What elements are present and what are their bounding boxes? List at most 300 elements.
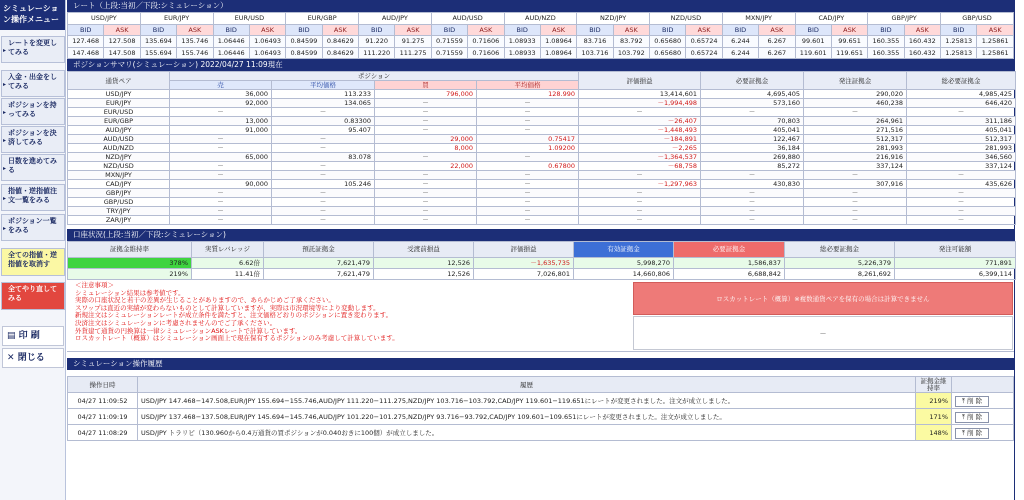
sidebar-item-position-list[interactable]	[1, 214, 65, 241]
position-pl: －	[579, 207, 701, 216]
position-req: 122,467	[701, 135, 804, 144]
position-pair: EUR/USD	[68, 108, 170, 117]
history-action	[952, 409, 1014, 425]
losscut-value: －	[633, 316, 1013, 350]
position-tot: 646,420	[907, 99, 1016, 108]
arrow-right-icon: ▸	[3, 108, 7, 116]
rates-title: レート（上段:当初／下段:シミュレーション）	[67, 0, 1014, 12]
position-tot: 281,993	[907, 144, 1016, 153]
account-header: 評価損益	[474, 242, 574, 258]
account-cell: 6.62倍	[192, 258, 264, 269]
rate-pair-name: GBP/JPY	[868, 13, 941, 25]
bid-label: BID	[68, 24, 104, 36]
position-bavg: 0.67800	[477, 162, 579, 171]
header-pair: 通貨ペア	[68, 72, 170, 90]
rate-bid-sim: 1.06446	[213, 47, 249, 59]
position-ord: －	[804, 189, 907, 198]
rate-ask-sim: 6.267	[759, 47, 795, 59]
delete-label: 削 除	[966, 396, 983, 405]
position-row	[68, 162, 1016, 171]
delete-label: 削 除	[966, 428, 983, 437]
position-req: －	[701, 198, 804, 207]
rate-pair-name: NZD/JPY	[577, 13, 650, 25]
position-buy: 796,000	[375, 90, 477, 99]
position-savg: 105.246	[272, 180, 375, 189]
position-bavg: 128.990	[477, 90, 579, 99]
arrow-right-icon: ▸	[3, 194, 7, 202]
position-tot: 4,985,425	[907, 90, 1016, 99]
position-req: 85,272	[701, 162, 804, 171]
rate-bid-initial: 135.694	[140, 36, 176, 48]
position-buy: －	[375, 189, 477, 198]
rate-bid-initial: 1.25813	[941, 36, 977, 48]
positions-title: ポジションサマリ(シミュレーション) 2022/04/27 11:09現在	[67, 59, 1014, 71]
position-savg: 95.407	[272, 126, 375, 135]
position-pl: －1,448,493	[579, 126, 701, 135]
history-ratio: 171%	[916, 409, 952, 425]
position-row	[68, 180, 1016, 189]
sidebar-item-open-position[interactable]	[1, 98, 65, 125]
rate-bid-initial: 0.84599	[286, 36, 322, 48]
position-pl: －	[579, 108, 701, 117]
account-cell: 5,226,379	[785, 258, 895, 269]
rate-ask-initial: 160.432	[904, 36, 940, 48]
position-tot: 337,124	[907, 162, 1016, 171]
position-sell: －	[170, 207, 272, 216]
position-sell: 13,000	[170, 117, 272, 126]
position-sell: －	[170, 144, 272, 153]
position-sell: －	[170, 171, 272, 180]
position-bavg: 1.09200	[477, 144, 579, 153]
account-cell: 12,526	[374, 269, 474, 280]
position-buy: －	[375, 216, 477, 225]
rate-bid-initial: 160.355	[868, 36, 904, 48]
ask-label: ASK	[177, 24, 213, 36]
sidebar	[0, 0, 66, 500]
note-line: 決済注文はシミュレーションに考慮されませんのでご了承ください。	[75, 318, 277, 327]
history-text: USD/JPY トラリピ（130.960から0.4万通貨の買ポジションが0.040おきに100個）が成立しました。	[138, 425, 916, 441]
position-pl: －1,364,537	[579, 153, 701, 162]
bid-label: BID	[650, 24, 686, 36]
position-row	[68, 144, 1016, 153]
position-sell: 36,000	[170, 90, 272, 99]
header-ratio: 証拠金維持率	[916, 377, 952, 393]
position-row	[68, 117, 1016, 126]
account-cell: 7,026,801	[474, 269, 574, 280]
position-pair: GBP/USD	[68, 198, 170, 207]
rate-bid-initial: 0.71559	[431, 36, 467, 48]
rate-pair-name: NZD/USD	[650, 13, 723, 25]
position-row	[68, 135, 1016, 144]
position-pl: 13,414,601	[579, 90, 701, 99]
history-row	[68, 425, 1014, 441]
position-req: 36,184	[701, 144, 804, 153]
ask-label: ASK	[322, 24, 358, 36]
rate-ask-initial: 1.06493	[249, 36, 285, 48]
delete-button[interactable]	[955, 396, 989, 407]
position-savg: 113.233	[272, 90, 375, 99]
account-cell: 1,586,837	[674, 258, 785, 269]
upload-icon: ⤒	[962, 412, 967, 421]
delete-label: 削 除	[966, 412, 983, 421]
sidebar-item-deposit[interactable]	[1, 70, 65, 97]
account-header: 有効証拠金	[574, 242, 674, 258]
rate-ask-sim: 155.746	[177, 47, 213, 59]
position-ord: 271,516	[804, 126, 907, 135]
position-pair: ZAR/JPY	[68, 216, 170, 225]
account-title: 口座状況(上段:当初／下段:シミュレーション)	[67, 229, 1014, 241]
header-blank	[952, 377, 1014, 393]
account-cell: 12,526	[374, 258, 474, 269]
ask-label: ASK	[977, 24, 1014, 36]
position-ord: －	[804, 171, 907, 180]
account-table	[67, 241, 1016, 280]
position-ord: 264,961	[804, 117, 907, 126]
position-ord: 216,916	[804, 153, 907, 162]
delete-button[interactable]	[955, 412, 989, 423]
close-label: 閉じる	[17, 353, 45, 363]
positions-table	[67, 71, 1016, 225]
position-buy: －	[375, 207, 477, 216]
position-pair: MXN/JPY	[68, 171, 170, 180]
position-bavg: －	[477, 126, 579, 135]
position-buy: －	[375, 117, 477, 126]
notes-title: ＜注意事項＞	[75, 281, 114, 289]
account-cell: 8,261,692	[785, 269, 895, 280]
position-tot: －	[907, 207, 1016, 216]
position-savg: 83.078	[272, 153, 375, 162]
rate-bid-initial: 91.220	[359, 36, 395, 48]
ask-label: ASK	[904, 24, 940, 36]
upload-icon: ⤒	[962, 428, 967, 437]
position-ord: 290,020	[804, 90, 907, 99]
arrow-right-icon: ▸	[3, 164, 7, 172]
sidebar-item-close-position[interactable]	[1, 126, 65, 153]
rate-ask-sim: 111.275	[395, 47, 431, 59]
rate-bid-sim: 147.468	[68, 47, 104, 59]
rate-bid-sim: 155.694	[140, 47, 176, 59]
account-cell: 11.41倍	[192, 269, 264, 280]
position-req: 269,880	[701, 153, 804, 162]
ask-label: ASK	[759, 24, 795, 36]
position-row	[68, 108, 1016, 117]
rates-table	[67, 12, 1014, 59]
account-row	[68, 269, 1016, 280]
position-row	[68, 153, 1016, 162]
rate-initial-row	[68, 36, 1014, 48]
rate-bid-sim: 0.65680	[650, 47, 686, 59]
position-buy: －	[375, 198, 477, 207]
sidebar-title: シミュレーション操作メニュー	[0, 0, 65, 30]
position-row	[68, 198, 1016, 207]
position-row	[68, 216, 1016, 225]
rate-ask-initial: 0.84629	[322, 36, 358, 48]
rate-ask-initial: 99.651	[831, 36, 867, 48]
rate-bid-initial: 6.244	[722, 36, 758, 48]
account-cell: －1,635,735	[474, 258, 574, 269]
account-cell: 378%	[68, 258, 192, 269]
rate-ask-sim: 1.08964	[540, 47, 576, 59]
rate-ask-initial: 135.746	[177, 36, 213, 48]
account-header: 証拠金維持率	[68, 242, 192, 258]
position-buy: －	[375, 180, 477, 189]
rate-ask-sim: 0.84629	[322, 47, 358, 59]
position-req: 430,830	[701, 180, 804, 189]
bid-label: BID	[140, 24, 176, 36]
position-bavg: －	[477, 117, 579, 126]
history-time: 04/27 11:09:19	[68, 409, 138, 425]
position-sell: －	[170, 216, 272, 225]
history-ratio: 219%	[916, 393, 952, 409]
header-total-margin: 総必要証拠金	[907, 72, 1016, 90]
position-buy: －	[375, 171, 477, 180]
position-bavg: 0.75417	[477, 135, 579, 144]
bid-label: BID	[577, 24, 613, 36]
print-button[interactable]	[2, 326, 64, 346]
position-buy: 8,000	[375, 144, 477, 153]
sidebar-item-label: 入金・出金をしてみる	[8, 73, 57, 90]
history-table	[67, 376, 1014, 441]
ask-label: ASK	[831, 24, 867, 36]
arrow-right-icon: ▸	[3, 46, 7, 54]
note-line: 実際の口座状況と若干の差異が生じることがありますので、あらかじめご了承ください。	[75, 296, 335, 305]
arrow-right-icon: ▸	[3, 136, 7, 144]
position-pair: TRY/JPY	[68, 207, 170, 216]
header-sell-avg: 平均価格	[272, 81, 375, 90]
position-row	[68, 99, 1016, 108]
position-req: －	[701, 108, 804, 117]
sidebar-item-label: 全てやり直してみる	[8, 285, 57, 302]
history-title: シミュレーション操作履歴	[67, 358, 1014, 370]
rate-ask-initial: 0.65724	[686, 36, 722, 48]
rate-pair-name: CAD/JPY	[795, 13, 868, 25]
rate-ask-sim: 160.432	[904, 47, 940, 59]
position-pair: EUR/JPY	[68, 99, 170, 108]
position-savg: －	[272, 189, 375, 198]
print-icon: ▤	[7, 331, 16, 341]
rate-bid-sim: 1.25813	[941, 47, 977, 59]
rate-bid-initial: 99.601	[795, 36, 831, 48]
position-pl: －2,265	[579, 144, 701, 153]
rate-ask-sim: 1.06493	[249, 47, 285, 59]
position-req: －	[701, 216, 804, 225]
position-ord: 281,993	[804, 144, 907, 153]
sidebar-item-order-list[interactable]	[1, 184, 65, 211]
position-sell: 65,000	[170, 153, 272, 162]
notes-area	[67, 280, 1014, 352]
bid-label: BID	[868, 24, 904, 36]
position-savg: －	[272, 108, 375, 117]
arrow-right-icon: ▸	[3, 224, 7, 232]
position-pl: －	[579, 216, 701, 225]
position-buy: －	[375, 99, 477, 108]
position-pair: NZD/USD	[68, 162, 170, 171]
bid-label: BID	[941, 24, 977, 36]
rate-ask-sim: 103.792	[613, 47, 649, 59]
account-row	[68, 258, 1016, 269]
header-order-margin: 発注証拠金	[804, 72, 907, 90]
position-bavg: －	[477, 171, 579, 180]
rate-bid-sim: 0.71559	[431, 47, 467, 59]
position-sell: －	[170, 162, 272, 171]
bid-label: BID	[359, 24, 395, 36]
position-tot: －	[907, 189, 1016, 198]
position-savg: 0.83300	[272, 117, 375, 126]
rate-ask-initial: 6.267	[759, 36, 795, 48]
ask-label: ASK	[249, 24, 285, 36]
sidebar-item-change-rate[interactable]	[1, 36, 65, 63]
sidebar-item-label: ポジション一覧をみる	[8, 217, 57, 234]
rate-pair-name: GBP/USD	[941, 13, 1014, 25]
history-action	[952, 425, 1014, 441]
position-sell: －	[170, 108, 272, 117]
account-cell: 771,891	[895, 258, 1016, 269]
position-row	[68, 126, 1016, 135]
position-savg: －	[272, 162, 375, 171]
header-buy: 買	[375, 81, 477, 90]
position-pl: －1,994,498	[579, 99, 701, 108]
ask-label: ASK	[686, 24, 722, 36]
position-savg: －	[272, 198, 375, 207]
rate-pair-name: MXN/JPY	[722, 13, 795, 25]
rate-ask-sim: 147.508	[104, 47, 140, 59]
position-buy: 29,000	[375, 135, 477, 144]
position-pair: AUD/JPY	[68, 126, 170, 135]
header-position: ポジション	[170, 72, 579, 81]
rate-pair-name: EUR/USD	[213, 13, 286, 25]
sidebar-item-label: 全ての指値・逆指値を取消す	[8, 251, 57, 268]
bid-label: BID	[286, 24, 322, 36]
position-sell: 92,000	[170, 99, 272, 108]
position-sell: 90,000	[170, 180, 272, 189]
position-sell: －	[170, 189, 272, 198]
upload-icon: ⤒	[962, 396, 967, 405]
cancel-all-orders-button[interactable]	[1, 248, 65, 276]
position-bavg: －	[477, 216, 579, 225]
bid-label: BID	[504, 24, 540, 36]
account-cell: 14,660,806	[574, 269, 674, 280]
position-pl: －	[579, 189, 701, 198]
position-pl: －1,297,963	[579, 180, 701, 189]
account-header: 必要証拠金	[674, 242, 785, 258]
sidebar-item-label: ポジションを持ってみる	[8, 101, 57, 118]
arrow-right-icon: ▸	[3, 80, 7, 88]
rate-bid-sim: 160.355	[868, 47, 904, 59]
rate-ask-sim: 0.71606	[468, 47, 504, 59]
sidebar-item-advance-days[interactable]	[1, 154, 65, 181]
position-tot: －	[907, 198, 1016, 207]
rate-bid-initial: 0.65680	[650, 36, 686, 48]
position-pair: CAD/JPY	[68, 180, 170, 189]
position-pair: GBP/JPY	[68, 189, 170, 198]
close-icon: ✕	[7, 353, 15, 363]
position-pl: －	[579, 171, 701, 180]
position-req: －	[701, 189, 804, 198]
rate-ask-sim: 1.25861	[977, 47, 1014, 59]
position-req: 405,041	[701, 126, 804, 135]
ask-label: ASK	[468, 24, 504, 36]
position-sell: －	[170, 198, 272, 207]
position-tot: －	[907, 108, 1016, 117]
position-tot: 346,560	[907, 153, 1016, 162]
close-button[interactable]	[2, 348, 64, 368]
position-pair: NZD/JPY	[68, 153, 170, 162]
rate-pair-name: AUD/USD	[431, 13, 504, 25]
sidebar-item-label: ポジションを決済してみる	[8, 129, 57, 146]
position-savg: －	[272, 216, 375, 225]
account-header: 発注可能額	[895, 242, 1016, 258]
rate-ask-initial: 83.792	[613, 36, 649, 48]
history-time: 04/27 11:08:29	[68, 425, 138, 441]
bid-label: BID	[431, 24, 467, 36]
position-row	[68, 207, 1016, 216]
note-line: 新規注文はシミュレーションレートが成立条件を満たすと、注文価格どおりのポジションに置き変わります。	[75, 311, 393, 320]
account-cell: 7,621,479	[264, 269, 374, 280]
history-row	[68, 409, 1014, 425]
position-tot: 512,317	[907, 135, 1016, 144]
position-ord: 337,124	[804, 162, 907, 171]
history-text: USD/JPY 137.468−137.508,EUR/JPY 145.694−145.746,AUD/JPY 101.220−101.275,NZD/JPY 93.716−93.792,CAD/JPY 109.601−109.651にレートが変更されました。注文が成立しました。	[138, 409, 916, 425]
position-req: 70,803	[701, 117, 804, 126]
account-header: 総必要証拠金	[785, 242, 895, 258]
rate-ask-initial: 127.508	[104, 36, 140, 48]
rate-bid-sim: 111.220	[359, 47, 395, 59]
account-header: 受渡前損益	[374, 242, 474, 258]
position-pl: －26,407	[579, 117, 701, 126]
main-panel	[67, 0, 1015, 500]
rate-sim-row	[68, 47, 1014, 59]
delete-button[interactable]	[955, 428, 989, 439]
position-sell: －	[170, 135, 272, 144]
header-history: 履歴	[138, 377, 916, 393]
position-row	[68, 189, 1016, 198]
position-ord: －	[804, 207, 907, 216]
position-req: 4,695,405	[701, 90, 804, 99]
position-bavg: －	[477, 99, 579, 108]
rate-ask-initial: 1.08964	[540, 36, 576, 48]
ask-label: ASK	[613, 24, 649, 36]
position-pair: AUD/NZD	[68, 144, 170, 153]
account-cell: 6,688,842	[674, 269, 785, 280]
position-bavg: －	[477, 108, 579, 117]
note-line: 外貨建て通貨の円換算は一律シミュレーションASKレートで計算しています。	[75, 326, 302, 335]
bid-label: BID	[795, 24, 831, 36]
notes-text	[67, 280, 633, 345]
position-savg: －	[272, 207, 375, 216]
header-pl: 評価損益	[579, 72, 701, 90]
position-tot: －	[907, 216, 1016, 225]
rate-pair-name: AUD/NZD	[504, 13, 577, 25]
rate-ask-initial: 91.275	[395, 36, 431, 48]
note-line: ロスカットレート（概算）はシミュレーション画面上で現在保有するポジションのみ考慮して計算しています。	[75, 334, 399, 343]
ask-label: ASK	[395, 24, 431, 36]
position-savg: －	[272, 171, 375, 180]
bid-label: BID	[213, 24, 249, 36]
position-pair: EUR/GBP	[68, 117, 170, 126]
reset-all-button[interactable]	[1, 282, 65, 310]
position-ord: －	[804, 216, 907, 225]
history-row	[68, 393, 1014, 409]
position-tot: 435,626	[907, 180, 1016, 189]
rate-ask-sim: 0.65724	[686, 47, 722, 59]
rate-bid-sim: 119.601	[795, 47, 831, 59]
position-row	[68, 171, 1016, 180]
position-ord: 460,238	[804, 99, 907, 108]
account-cell: 5,998,270	[574, 258, 674, 269]
position-sell: 91,000	[170, 126, 272, 135]
position-req: －	[701, 207, 804, 216]
position-buy: 22,000	[375, 162, 477, 171]
